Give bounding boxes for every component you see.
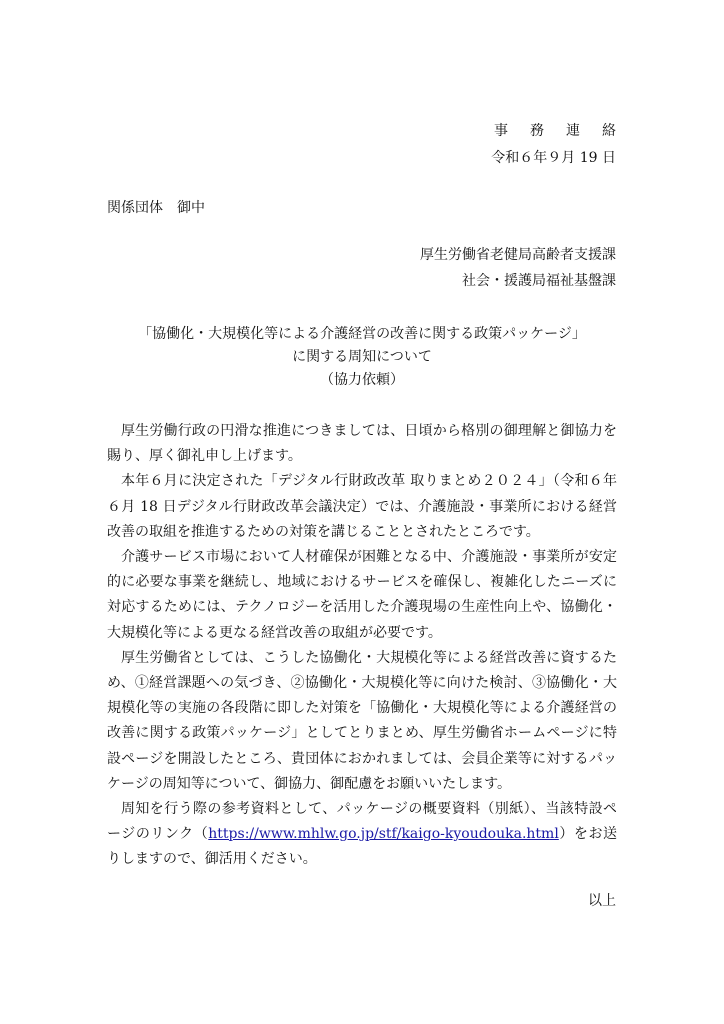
paragraph-5-text-after: ）をお送りしますので、御活用ください。 [107, 826, 617, 868]
closing-mark: 以上 [588, 893, 616, 909]
body-paragraph-4: 厚生労働省としては、こうした協働化・大規模化等による経営改善に資するため、①経営課題への気づき、②協働化・大規模化等に向けた検討、③協働化・大規模化等の実施の各段階に即した対策を「協働化・大規模化等による介護経営の改善に関する政策パッケージ」としてとりまとめ、厚生労働省ホームページに特設ページを開設したところ、貴団体におかれましては、会員企業等に対するパッケージの周知等について、御協力、御配慮をお願いいたします。 [107, 649, 617, 792]
issue-date: 令和６年９月 19 日 [491, 150, 616, 166]
addressee: 関係団体 御中 [107, 200, 205, 216]
sender-division-1: 厚生労働省老健局高齢者支援課 [420, 247, 616, 263]
notice-type-heading: 事務連絡 [494, 123, 638, 139]
document-body [107, 419, 617, 873]
title-line-2: に関する周知について [292, 349, 432, 365]
title-line-3: （協力依頼） [320, 372, 404, 388]
paragraph-5-text-before: 周知を行う際の参考資料として、パッケージの概要資料（別紙）、当該特設ページのリンク（ [107, 801, 617, 843]
body-paragraph-2: 本年６月に決定された「デジタル行財政改革 取りまとめ２０２４」（令和６年６月 18 日デジタル行財政改革会議決定）では、介護施設・事業所における経営改善の取組を推進するための対策を講じることとされたところです。 [107, 473, 617, 540]
document-title [107, 323, 617, 392]
special-page-link[interactable]: https://www.mhlw.go.jp/stf/kaigo-kyoudouka.html [208, 826, 559, 843]
sender-division-2: 社会・援護局福祉基盤課 [462, 273, 616, 289]
body-paragraph-5 [107, 797, 617, 873]
title-line-1: 「協働化・大規模化等による介護経営の改善に関する政策パッケージ」 [138, 326, 586, 342]
body-paragraph-1: 厚生労働行政の円滑な推進につきましては、日頃から格別の御理解と御協力を賜り、厚く御礼申し上げます。 [107, 423, 617, 465]
body-paragraph-3: 介護サービス市場において人材確保が困難となる中、介護施設・事業所が安定的に必要な事業を継続し、地域におけるサービスを確保し、複雑化したニーズに対応するためには、テクノロジーを活用した介護現場の生産性向上や、協働化・大規模化等による更なる経営改善の取組が必要です。 [107, 549, 617, 641]
